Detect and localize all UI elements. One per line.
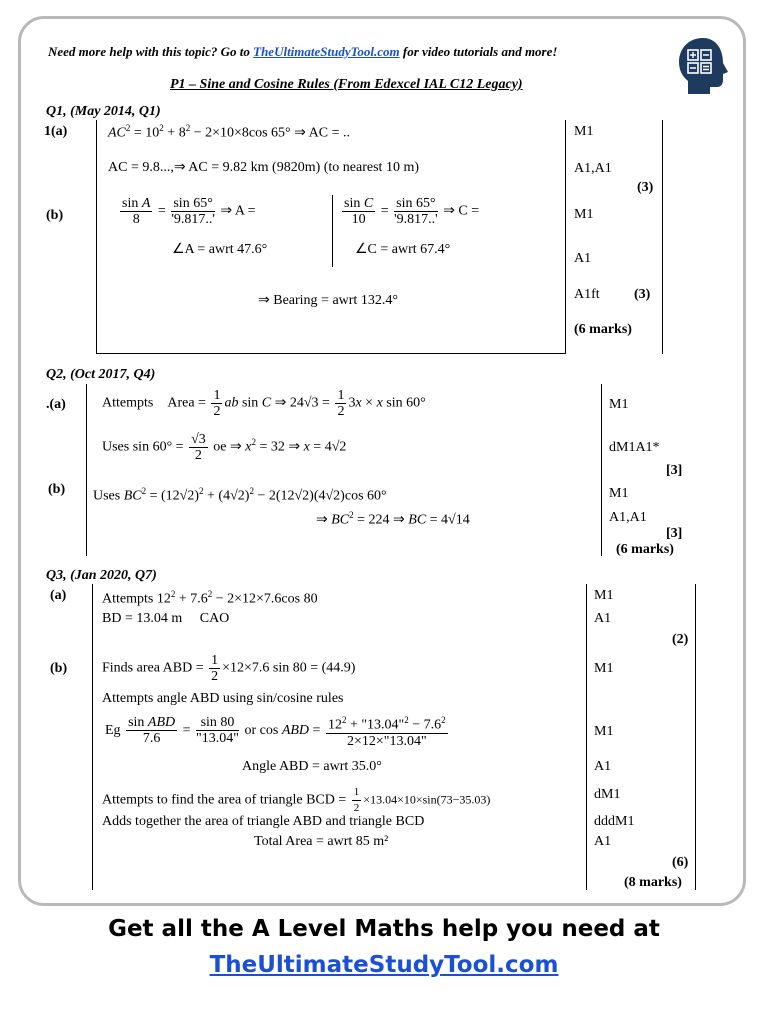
q2-a-oe: oe — [213, 439, 227, 455]
q1-mark-total: (3) — [637, 180, 654, 195]
q3-b-eg-line: Eg $\frac{\text{sin ABD}}{7.6}$ = $\frac{\sin 80}{"13.04"}$ or cos ABD = $\frac{12^2 + "13.04"^2 - 7.6^2}{2\times 12\times"13.04"}$ — [105, 715, 446, 749]
q2-mark: dM1A1* — [609, 440, 660, 455]
q3-left-rule — [92, 584, 93, 890]
q3-b-adds: Adds together the area of triangle ABD and triangle BCD — [102, 814, 425, 829]
q3-a-answer-line — [102, 611, 229, 627]
q2-mark: A1,A1 — [609, 510, 647, 525]
q2-a-uses-line: Uses sin 60° = $\frac{√3}{2}$ oe ⇒ $x^2 = 32$ ⇒ x = 4√2 — [102, 432, 347, 463]
q1-mark-total: (3) — [634, 287, 651, 302]
q3-b-finds-area: Finds area ABD = — [102, 660, 204, 676]
q1-right-rule — [662, 120, 663, 354]
q1-bottom-rule — [96, 353, 566, 354]
q2-total-marks: (6 marks) — [616, 542, 674, 557]
q1-b-sine-rule-c: $\frac{\text{sin C}}{10}$ = $\frac{\sin 65^\circ}{'9.817..'}$ ⇒ C = — [344, 196, 480, 227]
q3-b-or: or — [244, 723, 257, 739]
q3-b-bcd-prefix: Attempts to find the area of triangle BCD = — [102, 792, 347, 808]
q2-a-attempts: Attempts — [102, 395, 154, 411]
q3-total-marks: (8 marks) — [624, 875, 682, 890]
q1-b-divider — [332, 195, 333, 267]
q2-mark-total: [3] — [666, 526, 683, 541]
footer-link[interactable]: TheUltimateStudyTool.com — [209, 952, 559, 978]
q3-right-rule — [695, 584, 696, 890]
q2-right-rule — [601, 384, 602, 556]
q2-a-area-label: Area = — [167, 395, 206, 411]
q2-b-uses: Uses — [93, 488, 121, 504]
q3-label-a: (a) — [50, 588, 67, 603]
q2-b-cosine-rule: Uses $BC^2 = (12√2)^2 + (4√2)^2 - 2(12√2)(4√2)\cos$ 60° — [93, 486, 387, 504]
q3-b-eg: Eg — [105, 723, 121, 739]
q1-b-angle-a: ∠A = awrt 47.6° — [172, 242, 268, 257]
q2-a-area-line: Attempts Area = $\frac{1}{2}$ ab sin C ⇒ 24√3 = $\frac{1}{2}$ 3x × x sin 60° — [102, 388, 426, 419]
q1-mid-rule — [565, 120, 566, 354]
footer-tagline: Get all the A Level Maths help you need at — [108, 916, 660, 942]
q3-mark: dddM1 — [594, 814, 635, 829]
q2-mark: M1 — [609, 397, 629, 412]
q1-mark: A1ft — [574, 287, 600, 302]
q1-mark: M1 — [574, 124, 594, 139]
q3-mark: dM1 — [594, 787, 621, 802]
q3-mark: M1 — [594, 588, 614, 603]
q3-mark: M1 — [594, 661, 614, 676]
q1-b-a-result: ⇒ A = — [220, 203, 256, 219]
q3-heading: Q3, (Jan 2020, Q7) — [46, 568, 157, 583]
q3-mark: A1 — [594, 611, 612, 626]
footer-link-wrap — [0, 952, 768, 978]
q3-a-cao: CAO — [199, 611, 230, 626]
q1-b-angle-c: ∠C = awrt 67.4° — [355, 242, 451, 257]
q1-left-rule — [96, 120, 97, 354]
q1-label-a: 1(a) — [44, 124, 68, 139]
q2-mark: M1 — [609, 486, 629, 501]
q1-mark: A1 — [574, 251, 592, 266]
q1-a-result: ⇒ AC = .. — [294, 125, 350, 141]
q1-a-answer: AC = 9.8...,⇒ AC = 9.82 km (9820m) (to nearest 10 m) — [108, 160, 419, 175]
q1-mark: M1 — [574, 207, 594, 222]
q1-heading: Q1, (May 2014, Q1) — [46, 104, 161, 119]
q1-total-marks: (6 marks) — [574, 322, 632, 337]
q3-a-attempts: Attempts — [102, 591, 154, 607]
q3-mark: A1 — [594, 759, 612, 774]
q3-mid-rule — [586, 584, 587, 890]
q2-a-uses: Uses — [102, 439, 130, 455]
q3-b-total: Total Area = awrt 85 m² — [254, 834, 389, 849]
q2-b-result: ⇒ $BC^2 = 224$ ⇒ BC = 4√14 — [316, 510, 470, 528]
q2-label-b: (b) — [48, 482, 66, 497]
page-title: P1 – Sine and Cosine Rules (From Edexcel IAL C12 Legacy) — [170, 77, 523, 92]
promo-suffix: for video tutorials and more! — [399, 44, 558, 59]
q3-mark: A1 — [594, 834, 612, 849]
q3-b-attempts-angle: Attempts angle ABD using sin/cosine rules — [102, 691, 344, 706]
q3-b-area-abd: Finds area ABD = $\frac{1}{2}$ ×12×7.6 sin 80 = (44.9) — [102, 653, 356, 684]
promo-text — [48, 44, 557, 60]
q3-label-b: (b) — [50, 661, 68, 676]
q1-label-b: (b) — [46, 208, 64, 223]
q3-mark-total: (6) — [672, 855, 689, 870]
promo-prefix: Need more help with this topic? Go to — [48, 44, 254, 59]
q2-left-rule — [86, 384, 87, 556]
q1-b-c-result: ⇒ C = — [443, 203, 480, 219]
promo-link[interactable]: TheUltimateStudyTool.com — [253, 44, 400, 59]
q1-b-bearing: ⇒ Bearing = awrt 132.4° — [258, 293, 398, 308]
brain-calculator-icon — [676, 36, 730, 96]
q3-b-angle-abd: Angle ABD = awrt 35.0° — [242, 759, 382, 774]
q3-b-area-bcd: Attempts to find the area of triangle BCD = $\frac{1}{2}$ ×13.04×10×sin(73−35.03) — [102, 786, 491, 814]
q1-mark: A1,A1 — [574, 161, 612, 176]
q2-heading: Q2, (Oct 2017, Q4) — [46, 367, 156, 382]
q3-mark-total: (2) — [672, 632, 689, 647]
q3-a-bd: BD = 13.04 m — [102, 611, 183, 626]
q3-mark: M1 — [594, 724, 614, 739]
q2-label-a: .(a) — [46, 397, 66, 412]
q2-mark-total: [3] — [666, 463, 683, 478]
q3-a-cosine-rule: Attempts $12^2 + 7.6^2 - 2\times 12\times 7.6\cos$ 80 — [102, 589, 318, 607]
q1-a-cosine-rule: $AC^2 = 10^2 + 8^2 - 2\times 10\times 8\cos$ 65° ⇒ AC = .. — [108, 123, 350, 141]
q1-b-sine-rule-a: $\frac{\text{sin A}}{8}$ = $\frac{\sin 65^\circ}{'9.817..'}$ ⇒ A = — [122, 196, 256, 227]
